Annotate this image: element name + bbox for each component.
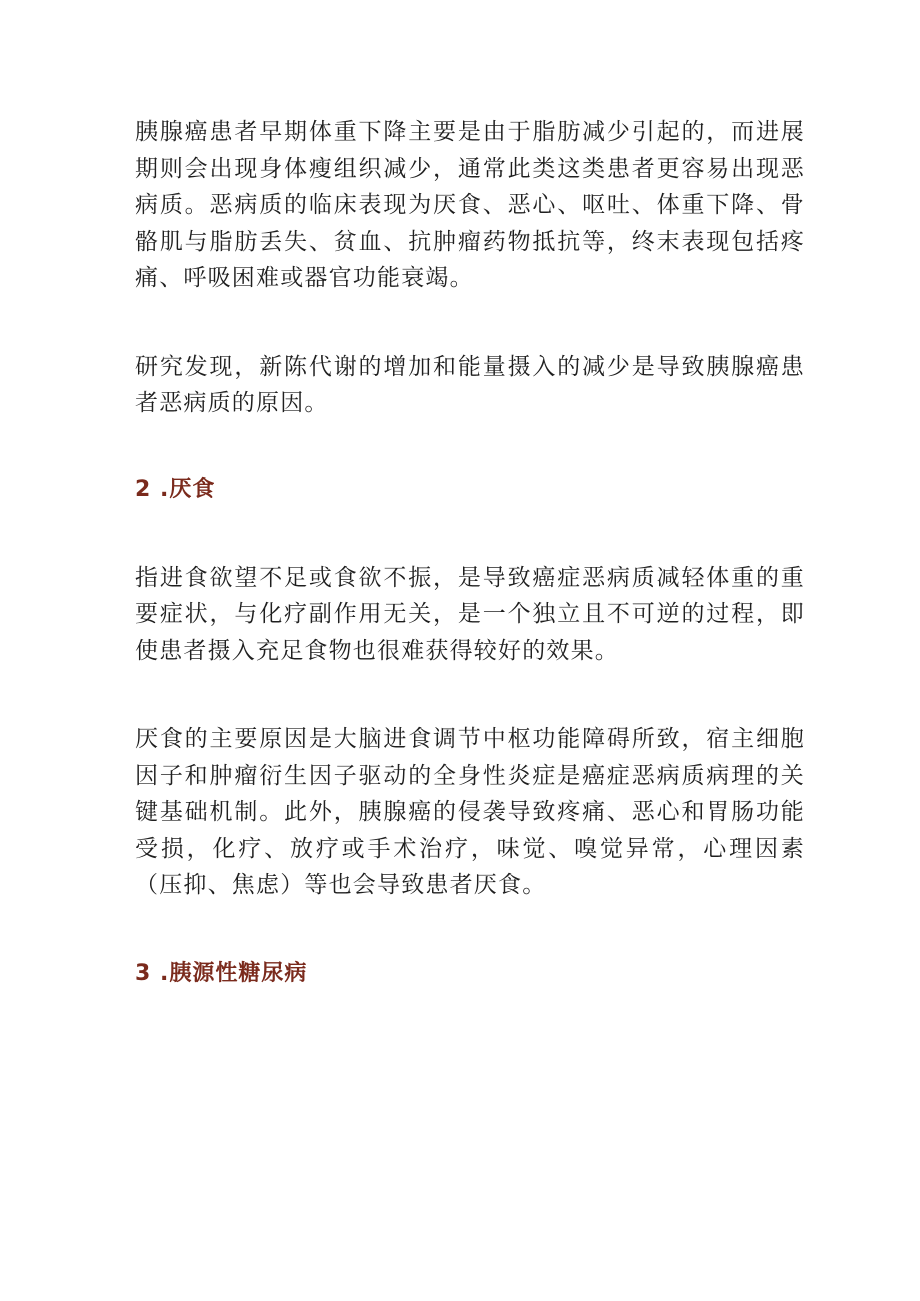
paragraph-weight-loss: 胰腺癌患者早期体重下降主要是由于脂肪减少引起的，而进展期则会出现身体瘦组织减少，通常此类这类患者更容易出现恶病质。恶病质的临床表现为厌食、恶心、呕吐、体重下降、骨骼肌与脂肪丢失、贫血、抗肿瘤药物抵抗等，终末表现包括疼痛、呼吸困难或器官功能衰竭。 <box>135 119 805 291</box>
paragraph-anorexia-definition: 指进食欲望不足或食欲不振，是导致癌症恶病质减轻体重的重要症状，与化疗副作用无关，是一个独立且不可逆的过程，即使患者摄入充足食物也很难获得较好的效果。 <box>135 564 805 664</box>
document-body <box>135 114 805 992</box>
paragraph-anorexia-causes: 厌食的主要原因是大脑进食调节中枢功能障碍所致，宿主细胞因子和肿瘤衍生因子驱动的全身性炎症是癌症恶病质病理的关键基础机制。此外，胰腺癌的侵袭导致疼痛、恶心和胃肠功能受损，化疗、放疗或手术治疗，味觉、嗅觉异常，心理因素（压抑、焦虑）等也会导致患者厌食。 <box>135 726 805 898</box>
section-heading-pancreatogenic-diabetes: 3 .胰源性糖尿病 <box>135 960 308 986</box>
paragraph-research-finding: 研究发现，新陈代谢的增加和能量摄入的减少是导致胰腺癌患者恶病质的原因。 <box>135 353 805 416</box>
section-heading-anorexia: 2 .厌食 <box>135 476 216 502</box>
